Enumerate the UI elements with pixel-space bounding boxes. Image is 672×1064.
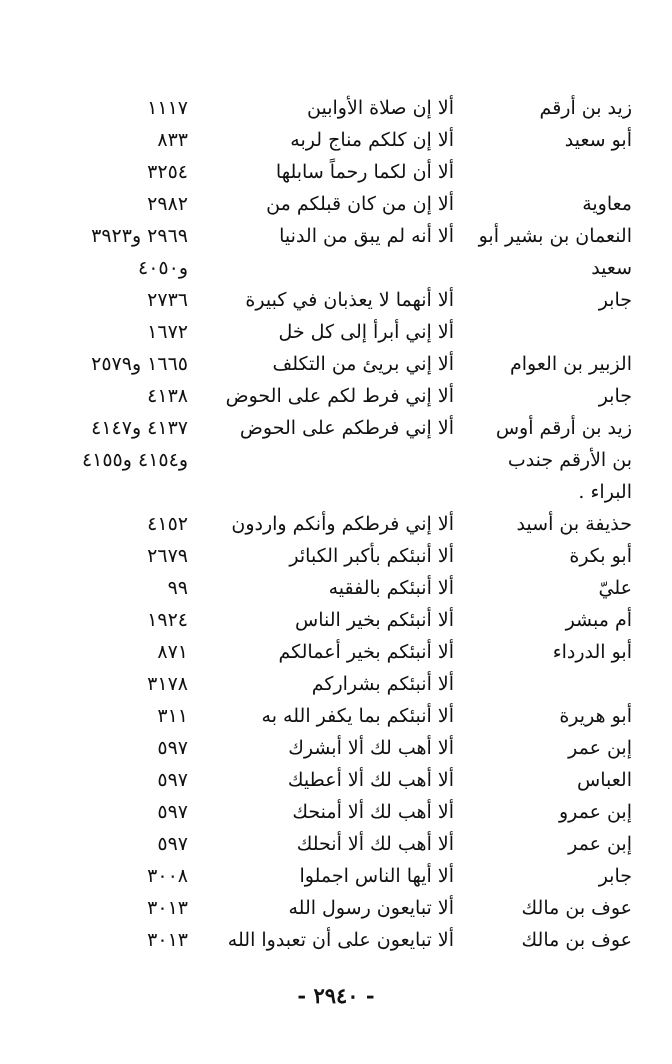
hadith-number: ٨٣٣ (157, 129, 188, 151)
hadith-text: ألا إني بريئ من التكلف (272, 353, 454, 375)
index-row (0, 124, 672, 156)
hadith-text: ألا إن كلكم مناج لربه (290, 129, 454, 151)
narrator-name: العباس (577, 769, 632, 791)
hadith-text: ألا أنهما لا يعذبان في كبيرة (245, 289, 454, 311)
index-row (0, 444, 672, 476)
hadith-text: ألا أنبئكم بشراركم (311, 673, 454, 695)
narrator-name: أبو بكرة (569, 545, 632, 567)
hadith-number: ٥٩٧ (157, 737, 188, 759)
index-row (0, 252, 672, 284)
index-row (0, 508, 672, 540)
hadith-number: ١١١٧ (147, 97, 188, 119)
hadith-text: ألا أنبئكم بخير الناس (295, 609, 454, 631)
narrator-name: الزبير بن العوام (510, 353, 632, 375)
narrator-name: أم مبشر (565, 609, 632, 631)
index-row (0, 860, 672, 892)
narrator-name: معاوية (582, 193, 632, 215)
index-row (0, 668, 672, 700)
index-row (0, 604, 672, 636)
hadith-number: ٤١٥٢ (147, 513, 188, 535)
hadith-text: ألا إني فرطكم وأنكم واردون (231, 513, 454, 535)
hadith-text: ألا أن لكما رحماً سابلها (275, 161, 454, 183)
narrator-name: بن الأرقم جندب (507, 449, 632, 471)
narrator-name: عليّ (598, 577, 632, 599)
index-row (0, 220, 672, 252)
hadith-text: ألا أنه لم يبق من الدنيا (279, 225, 454, 247)
hadith-number: ٨٧١ (157, 641, 188, 663)
index-row (0, 796, 672, 828)
narrator-name: جابر (598, 289, 632, 311)
hadith-number: ٤١٣٧ و٤١٤٧ (91, 417, 188, 439)
hadith-number: ٩٩ (167, 577, 188, 599)
narrator-name: عوف بن مالك (521, 929, 632, 951)
hadith-number: ٣٢٥٤ (147, 161, 188, 183)
narrator-name: إبن عمرو (558, 801, 632, 823)
hadith-text: ألا أنبئكم بأكبر الكبائر (289, 545, 454, 567)
narrator-name: أبو هريرة (559, 705, 632, 727)
hadith-number: ٣٠١٣ (147, 897, 188, 919)
hadith-number: ١٦٧٢ (147, 321, 188, 343)
hadith-text: ألا أهب لك ألا أمنحك (292, 801, 454, 823)
index-row (0, 540, 672, 572)
index-row (0, 348, 672, 380)
narrator-name: البراء . (578, 481, 632, 503)
hadith-number: ٢٩٨٢ (147, 193, 188, 215)
index-row (0, 380, 672, 412)
narrator-name: زيد بن أرقم (539, 97, 632, 119)
narrator-name: أبو سعيد (564, 129, 632, 151)
index-row (0, 156, 672, 188)
hadith-text: ألا إني أبرأ إلى كل خل (278, 321, 454, 343)
hadith-number: و٤١٥٤ و٤١٥٥ (81, 449, 188, 471)
hadith-index-list (0, 92, 672, 956)
narrator-name: إبن عمر (568, 737, 632, 759)
narrator-name: سعيد (591, 257, 632, 279)
hadith-number: و٤٠٥٠ (137, 257, 188, 279)
hadith-number: ٢٧٣٦ (147, 289, 188, 311)
hadith-number: ٢٩٦٩ و٣٩٢٣ (91, 225, 188, 247)
narrator-name: جابر (598, 865, 632, 887)
hadith-number: ٣٠٠٨ (147, 865, 188, 887)
narrator-name: عوف بن مالك (521, 897, 632, 919)
index-row (0, 92, 672, 124)
hadith-number: ١٩٢٤ (147, 609, 188, 631)
hadith-text: ألا أنبئكم بالفقيه (328, 577, 454, 599)
index-row (0, 700, 672, 732)
index-row (0, 636, 672, 668)
index-row (0, 572, 672, 604)
hadith-text: ألا أنبئكم بخير أعمالكم (278, 641, 454, 663)
narrator-name: زيد بن أرقم أوس (495, 417, 632, 439)
hadith-number: ١٦٦٥ و٢٥٧٩ (91, 353, 188, 375)
index-row (0, 476, 672, 508)
narrator-name: حذيفة بن أسيد (516, 513, 632, 535)
hadith-text: ألا إن صلاة الأوابين (307, 97, 454, 119)
hadith-text: ألا تبايعون على أن تعبدوا الله (227, 929, 454, 951)
hadith-number: ٢٦٧٩ (147, 545, 188, 567)
narrator-name: أبو الدرداء (552, 641, 632, 663)
narrator-name: النعمان بن بشير أبو (478, 225, 632, 247)
index-row (0, 924, 672, 956)
index-row (0, 316, 672, 348)
index-row (0, 412, 672, 444)
hadith-text: ألا أهب لك ألا أعطيك (287, 769, 454, 791)
hadith-text: ألا أنبئكم بما يكفر الله به (261, 705, 454, 727)
hadith-number: ٤١٣٨ (147, 385, 188, 407)
narrator-name: جابر (598, 385, 632, 407)
index-row (0, 732, 672, 764)
index-row (0, 284, 672, 316)
hadith-number: ٥٩٧ (157, 833, 188, 855)
index-row (0, 892, 672, 924)
hadith-number: ٣١٧٨ (147, 673, 188, 695)
hadith-text: ألا تبايعون رسول الله (288, 897, 454, 919)
hadith-text: ألا إني فرطكم على الحوض (239, 417, 454, 439)
narrator-name: إبن عمر (568, 833, 632, 855)
index-row (0, 764, 672, 796)
hadith-number: ٣٠١٣ (147, 929, 188, 951)
hadith-text: ألا أيها الناس اجملوا (299, 865, 454, 887)
hadith-text: ألا إن من كان قبلكم من (266, 193, 454, 215)
hadith-text: ألا إني فرط لكم على الحوض (225, 385, 454, 407)
hadith-text: ألا أهب لك ألا أبشرك (288, 737, 454, 759)
hadith-number: ٥٩٧ (157, 801, 188, 823)
index-row (0, 828, 672, 860)
hadith-number: ٣١١ (157, 705, 188, 727)
index-row (0, 188, 672, 220)
hadith-text: ألا أهب لك ألا أنحلك (296, 833, 454, 855)
page-number: - ٢٩٤٠ - (297, 983, 375, 1008)
hadith-number: ٥٩٧ (157, 769, 188, 791)
